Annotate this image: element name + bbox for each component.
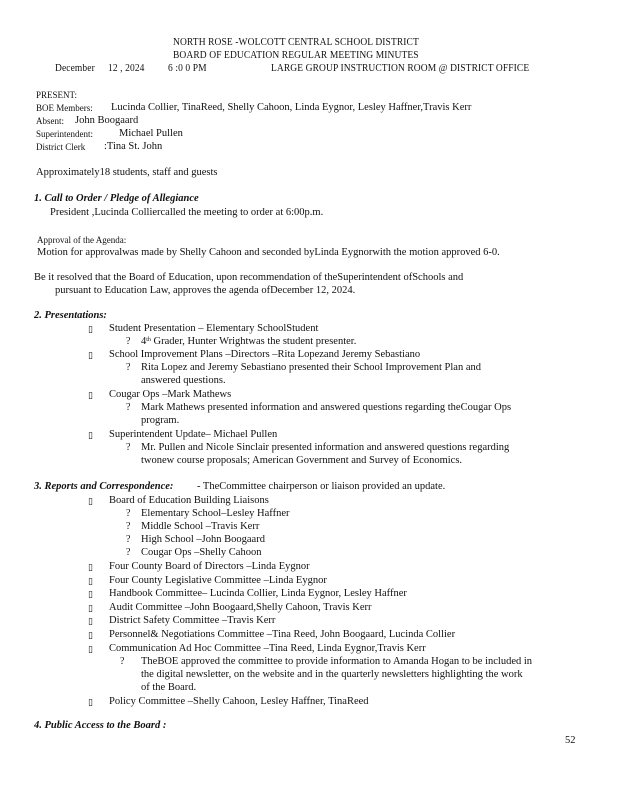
committee-item: Handbook Committee– Lucinda Collier, Linda Eygnor, Lesley Haffner: [109, 588, 407, 599]
approval-label: Approval of the Agenda:: [37, 235, 127, 245]
approval-text: Motion for approvalwas made by Shelly Cahoon and seconded byLinda Eygnorwith the motion approved 6-0.: [37, 247, 500, 258]
bullet-icon: ▯: [88, 576, 93, 586]
bullet-icon: ▯: [88, 324, 93, 334]
committee-item: Four County Board of Directors –Linda Eygnor: [109, 561, 310, 572]
header-date-day: 12 , 2024: [108, 63, 145, 75]
header-time: 6 :0 0 PM: [168, 63, 207, 75]
presentation-detail: [141, 336, 356, 347]
liaison-item: Elementary School–Lesley Haffner: [141, 508, 290, 519]
header-location: LARGE GROUP INSTRUCTION ROOM @ DISTRICT OFFICE: [271, 63, 530, 75]
liaison-item: Middle School –Travis Kerr: [141, 521, 260, 532]
committee-item: Audit Committee –John Boogaard,Shelly Cahoon, Travis Kerr: [109, 602, 372, 613]
sub-bullet-icon: ?: [126, 362, 131, 373]
sub-bullet-icon: ?: [126, 442, 131, 453]
presenter-text: Grader, Hunter Wrightwas the student presenter.: [150, 336, 357, 347]
sub-bullet-icon: ?: [126, 336, 131, 347]
bullet-icon: ▯: [88, 562, 93, 572]
sub-bullet-icon: ?: [126, 521, 131, 532]
liaison-item: High School –John Boogaard: [141, 534, 265, 545]
boe-members-label: BOE Members:: [36, 103, 93, 113]
committee-item: District Safety Committee –Travis Kerr: [109, 615, 276, 626]
resolved-line-1: Be it resolved that the Board of Education, upon recommendation of theSuperintendent ofSchools and: [34, 272, 464, 283]
sub-bullet-icon: ?: [126, 534, 131, 545]
presentation-detail-cont: answered questions.: [141, 375, 226, 386]
presentation-detail-cont: program.: [141, 415, 180, 426]
bullet-icon: ▯: [88, 630, 93, 640]
presentation-item: Student Presentation – Elementary SchoolStudent: [109, 323, 319, 334]
header-district: NORTH ROSE -WOLCOTT CENTRAL SCHOOL DISTRICT: [173, 37, 419, 49]
presentation-item: Cougar Ops –Mark Mathews: [109, 389, 232, 400]
bullet-icon: ▯: [88, 603, 93, 613]
section-2-title: 2. Presentations:: [34, 310, 107, 321]
boe-members-value: Lucinda Collier, TinaReed, Shelly Cahoon, Linda Eygnor, Lesley Haffner,Travis Kerr: [111, 102, 472, 113]
sub-bullet-icon: ?: [126, 402, 131, 413]
committee-note: TheBOE approved the committee to provide information to Amanda Hogan to be included in: [141, 656, 533, 667]
committee-item: Communication Ad Hoc Committee –Tina Reed, Linda Eygnor,Travis Kerr: [109, 643, 426, 654]
page-number: 52: [565, 735, 576, 746]
presentation-item: School Improvement Plans –Directors –Rita Lopezand Jeremy Sebastiano: [109, 349, 421, 360]
presentation-detail: Mark Mathews presented information and answered questions regarding theCougar Ops: [141, 402, 512, 413]
sub-bullet-icon: ?: [120, 656, 125, 667]
liaisons-title: Board of Education Building Liaisons: [109, 495, 269, 506]
bullet-icon: ▯: [88, 697, 93, 707]
committee-note-cont: of the Board.: [141, 682, 197, 693]
section-3-title: 3. Reports and Correspondence:: [34, 481, 174, 492]
superintendent-value: Michael Pullen: [119, 128, 183, 139]
committee-item: Personnel& Negotiations Committee –Tina Reed, John Boogaard, Lucinda Collier: [109, 629, 456, 640]
section-1-title: 1. Call to Order / Pledge of Allegiance: [34, 193, 199, 204]
sub-bullet-icon: ?: [126, 508, 131, 519]
committee-item: Four County Legislative Committee –Linda Eygnor: [109, 575, 327, 586]
present-label: PRESENT:: [36, 90, 78, 100]
section-1-text: President ,Lucinda Colliercalled the meeting to order at 6:00p.m.: [50, 207, 324, 218]
sub-bullet-icon: ?: [126, 547, 131, 558]
committee-item: Policy Committee –Shelly Cahoon, Lesley Haffner, TinaReed: [109, 696, 369, 707]
presentation-detail: Mr. Pullen and Nicole Sinclair presented information and answered questions regarding: [141, 442, 510, 453]
guests-text: Approximately18 students, staff and guests: [36, 167, 218, 178]
superintendent-label: Superintendent:: [36, 129, 93, 139]
header-date-month: December: [55, 63, 95, 75]
presentation-detail: Rita Lopez and Jeremy Sebastiano presented their School Improvement Plan and: [141, 362, 481, 373]
section-3-intro: - TheCommittee chairperson or liaison provided an update.: [197, 481, 446, 492]
resolved-line-2: pursuant to Education Law, approves the agenda ofDecember 12, 2024.: [55, 285, 356, 296]
clerk-value: :Tina St. John: [104, 141, 163, 152]
bullet-icon: ▯: [88, 644, 93, 654]
presentation-item: Superintendent Update– Michael Pullen: [109, 429, 278, 440]
bullet-icon: ▯: [88, 589, 93, 599]
liaison-item: Cougar Ops –Shelly Cahoon: [141, 547, 262, 558]
clerk-label: District Clerk: [36, 142, 86, 152]
absent-value: John Boogaard: [75, 115, 139, 126]
presentation-detail-cont: twonew course proposals; American Government and Survey of Economics.: [141, 455, 463, 466]
absent-label: Absent:: [36, 116, 64, 126]
bullet-icon: ▯: [88, 390, 93, 400]
bullet-icon: ▯: [88, 496, 93, 506]
bullet-icon: ▯: [88, 616, 93, 626]
committee-note-cont: the digital newsletter, on the website and in the quarterly newsletters highlighting the work: [141, 669, 523, 680]
bullet-icon: ▯: [88, 430, 93, 440]
bullet-icon: ▯: [88, 350, 93, 360]
header-meeting: BOARD OF EDUCATION REGULAR MEETING MINUTES: [173, 50, 419, 62]
grade-suffix: th: [146, 337, 151, 343]
grade-number: 4: [141, 336, 147, 347]
section-4-title: 4. Public Access to the Board :: [34, 720, 167, 731]
